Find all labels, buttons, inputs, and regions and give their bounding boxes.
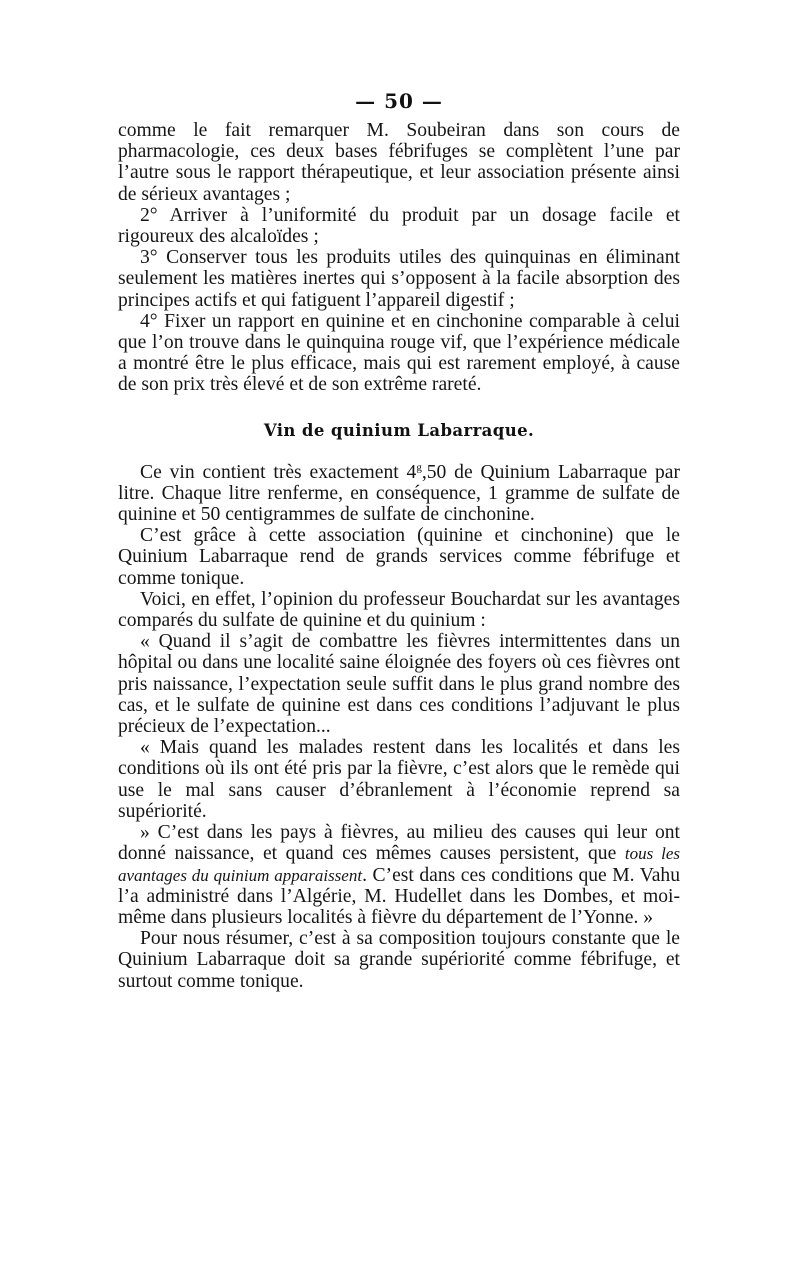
- vin-unit: g: [416, 461, 422, 474]
- vin-text-before: Ce vin contient très exactement 4: [140, 461, 417, 483]
- paragraph-quote-1: « Quand il s’agit de combattre les fièvres intermittentes dans un hôpital ou dans une localité saine éloignée des foyers où ces fièvres ont pris naissance, l’expectation seule suffit dans le plus grand nombre des cas, et le sulfate de quinine est dans ces conditions l’adjuvant le plus précieux de l’expectation...: [118, 631, 680, 738]
- section-title-text: Vin de quinium Labarraque .: [264, 421, 534, 440]
- vin-text-after: ,50 de Quinium Labarraque par litre. Chaque litre renferme, en conséquence, 1 gramme de sulfate de quinine et 50 centigrammes de sulfate de cinchonine.: [118, 461, 681, 526]
- body-text-top: [118, 120, 680, 396]
- quote-3-before: » C’est dans les pays à fièvres, au milieu des causes qui leur ont donné naissance, et quand ces mêmes causes persistent, que: [118, 822, 680, 865]
- paragraph-association: C’est grâce à cette association (quinine et cinchonine) que le Quinium Labarraque rend de grands services comme fébrifuge et comme tonique.: [118, 525, 680, 589]
- paragraph-vin-composition: [118, 462, 680, 526]
- book-page: [118, 84, 680, 992]
- body-text-bottom: [118, 462, 680, 992]
- paragraph-quote-2: « Mais quand les malades restent dans les localités et dans les conditions où ils ont été pris par la fièvre, c’est alors que le remède qui use le mal sans causer d’ébranlement à l’économie reprend sa supériorité.: [118, 737, 680, 822]
- paragraph-continuation: comme le fait remarquer M. Soubeiran dans son cours de pharmacologie, ces deux bases fébrifuges se complètent l’une par l’autre sous le rapport thérapeutique, et leur association présente ainsi de sérieux avantages ;: [118, 120, 680, 205]
- quote-3-after: . C’est dans ces conditions que M. Vahu l’a administré dans l’Algérie, M. Hudellet dans les Dombes, et moi-même dans plusieurs localités à fièvre du département de l’Yonne. »: [118, 864, 680, 928]
- paragraph-summary: Pour nous résumer, c’est à sa composition toujours constante que le Quinium Labarraque doit sa grande supériorité comme fébrifuge, et surtout comme tonique.: [118, 928, 680, 992]
- paragraph-bouchardat: Voici, en effet, l’opinion du professeur Bouchardat sur les avantages comparés du sulfate de quinine et du quinium :: [118, 588, 680, 632]
- section-title: [118, 420, 680, 442]
- page-number: — 50 —: [355, 89, 443, 113]
- quote-3-italic: tous les avantages du quinium apparaissent: [118, 844, 680, 885]
- paragraph-point-3: 3° Conserver tous les produits utiles des quinquinas en éliminant seulement les matières inertes qui s’opposent à la facile absorption des principes actifs et qui fatiguent l’appareil digestif ;: [118, 247, 680, 311]
- paragraph-quote-3: [118, 822, 680, 928]
- paragraph-point-4: 4° Fixer un rapport en quinine et en cinchonine comparable à celui que l’on trouve dans le quinquina rouge vif, que l’expérience médicale a montré être le plus efficace, mais qui est rarement employé, à cause de son prix très élevé et de son extrême rareté.: [118, 310, 680, 396]
- paragraph-point-2: 2° Arriver à l’uniformité du produit par un dosage facile et rigoureux des alcaloïdes ;: [118, 204, 680, 248]
